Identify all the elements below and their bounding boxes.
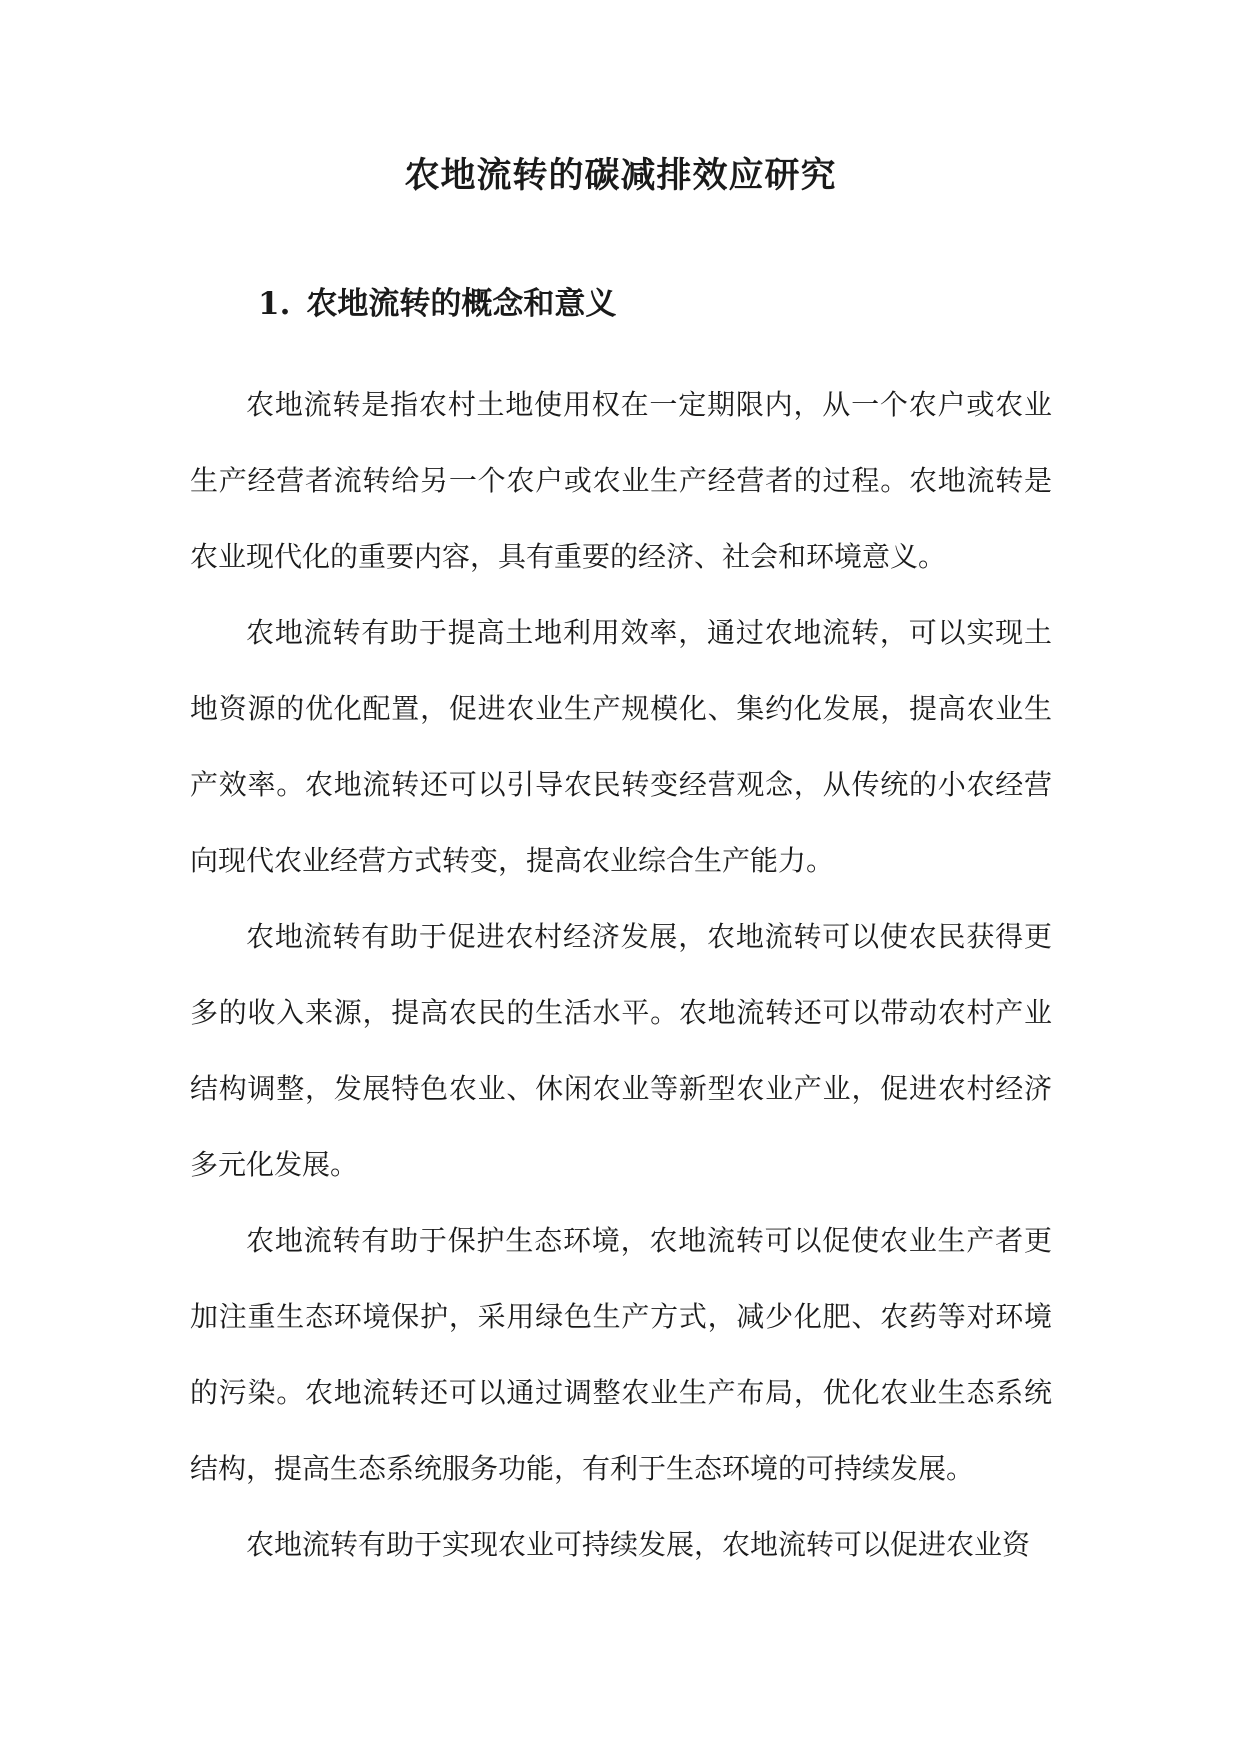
- section-number: 1.: [258, 286, 291, 322]
- paragraph: 农地流转有助于保护生态环境，农地流转可以促使农业生产者更加注重生态环境保护，采用绿色生产方式，减少化肥、农药等对环境的污染。农地流转还可以通过调整农业生产布局，优化农业生态系统结构，提高生态系统服务功能，有利于生态环境的可持续发展。: [190, 1224, 1052, 1485]
- paragraph: 农地流转有助于促进农村经济发展，农地流转可以使农民获得更多的收入来源，提高农民的生活水平。农地流转还可以带动农村产业结构调整，发展特色农业、休闲农业等新型农业产业，促进农村经济多元化发展。: [190, 920, 1052, 1181]
- paragraph: 农地流转有助于提高土地利用效率，通过农地流转，可以实现土地资源的优化配置，促进农业生产规模化、集约化发展，提高农业生产效率。农地流转还可以引导农民转变经营观念，从传统的小农经营向现代农业经营方式转变，提高农业综合生产能力。: [190, 616, 1052, 877]
- section-heading: [258, 282, 616, 326]
- body-text: [190, 367, 1052, 1583]
- document-title: 农地流转的碳减排效应研究: [404, 155, 837, 196]
- section-heading-text: 农地流转的概念和意义: [306, 286, 617, 322]
- paragraph: 农地流转是指农村土地使用权在一定期限内，从一个农户或农业生产经营者流转给另一个农户或农业生产经营者的过程。农地流转是农业现代化的重要内容，具有重要的经济、社会和环境意义。: [190, 388, 1052, 573]
- paragraph: 农地流转有助于实现农业可持续发展，农地流转可以促进农业资: [246, 1528, 1031, 1561]
